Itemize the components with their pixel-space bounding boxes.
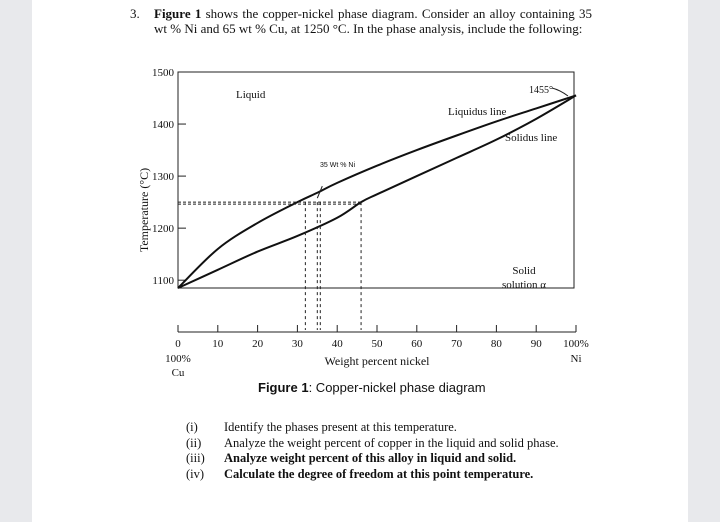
- label-alloy-composition: 35 Wt % Ni: [320, 162, 356, 169]
- x-tick-label: 90: [530, 338, 542, 350]
- x-tick-label: 70: [451, 338, 463, 350]
- task-number: (iv): [186, 466, 205, 481]
- x-tick-label: 80: [490, 338, 502, 350]
- x-axis-title: Weight percent nickel: [324, 354, 430, 368]
- label-liquid: Liquid: [236, 89, 266, 101]
- y-tick-label: 1200: [152, 223, 174, 236]
- liquidus-curve: [178, 95, 576, 288]
- x-left-end-label: 100%: [165, 353, 191, 365]
- x-tick-label: 60: [411, 338, 423, 350]
- task-text: Analyze the weight percent of copper in the liquid and solid phase.: [224, 435, 559, 450]
- y-tick-label: 1100: [152, 275, 174, 288]
- task-text: Identify the phases present at this temperature.: [224, 420, 457, 434]
- task-text: Calculate the degree of freedom at this point temperature.: [224, 466, 534, 481]
- plot-frame: [178, 72, 574, 288]
- y-tick-label: 1400: [152, 119, 174, 132]
- task-number: (iii): [186, 451, 205, 465]
- x-tick-label: 0: [175, 338, 181, 350]
- x-tick-label: 50: [371, 338, 383, 350]
- solidus-curve: [178, 95, 576, 288]
- label-liquidus-line: Liquidus line: [448, 106, 507, 118]
- label-nickel-melting-point: 1455°: [529, 85, 553, 96]
- y-tick-label: 1300: [152, 171, 174, 184]
- task-item: [186, 451, 559, 467]
- x-tick-label: 20: [252, 338, 264, 350]
- x-tick-label: 30: [291, 338, 303, 350]
- task-number: (ii): [186, 435, 202, 450]
- task-list: [186, 420, 559, 482]
- question-body: shows the copper-nickel phase diagram. Consider an alloy containing 35 wt % Ni and 65 wt % Cu, at 1250 °C. In the phase analysis, include the following:: [154, 6, 592, 36]
- label-solid-phase: Solid: [512, 265, 536, 277]
- x-tick-label: 10: [212, 338, 224, 350]
- task-number: (i): [186, 420, 198, 434]
- task-item: [186, 436, 559, 452]
- question-number: 3.: [130, 6, 140, 21]
- x-left-end-label: Cu: [171, 367, 185, 379]
- task-item: [186, 420, 559, 436]
- task-text: Analyze weight percent of this alloy in liquid and solid.: [224, 451, 517, 465]
- melting-point-leader: [552, 88, 568, 96]
- y-tick-label: 1500: [152, 67, 174, 79]
- x-tick-label: 100%: [563, 338, 589, 350]
- x-tick-label: 40: [331, 338, 343, 350]
- y-axis-title: Temperature (°C): [137, 167, 151, 253]
- label-solid-phase: solution α: [502, 279, 546, 291]
- figure-caption: [258, 380, 486, 395]
- label-solidus-line: Solidus line: [505, 132, 558, 144]
- x-right-end-label: Ni: [570, 353, 582, 365]
- task-item: [186, 467, 559, 483]
- figure-caption-label: Figure 1: [258, 380, 309, 395]
- figure-caption-text: : Copper-nickel phase diagram: [308, 380, 486, 395]
- figure-reference: Figure 1: [154, 6, 202, 21]
